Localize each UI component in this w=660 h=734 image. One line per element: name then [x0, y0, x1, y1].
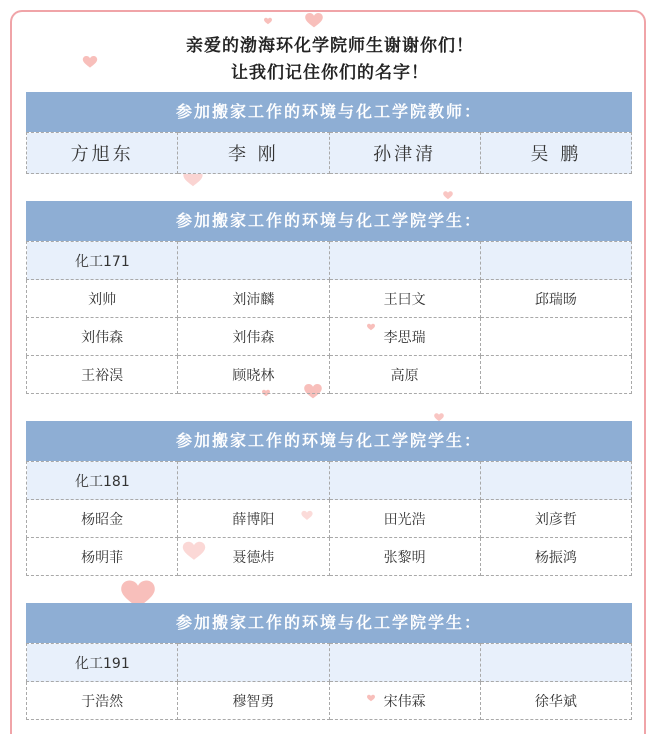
student-name: 王裕淏	[27, 356, 178, 394]
class-row	[27, 242, 632, 280]
class-name: 化工171	[27, 242, 178, 280]
table-row	[27, 538, 632, 576]
section-title: 参加搬家工作的环境与化工学院学生：	[26, 201, 632, 241]
student-name: 杨振鸿	[480, 538, 631, 576]
students-table	[26, 643, 632, 720]
table-row	[27, 318, 632, 356]
table-row	[27, 682, 632, 720]
student-name: 高原	[329, 356, 480, 394]
student-name: 邱瑞旸	[480, 280, 631, 318]
student-name: 王曰文	[329, 280, 480, 318]
section-title: 参加搬家工作的环境与化工学院教师：	[26, 92, 632, 132]
remember-names-heading: 让我们记住你们的名字！	[231, 63, 429, 83]
students-table	[26, 461, 632, 576]
student-name: 刘伟森	[178, 318, 329, 356]
table-row	[27, 500, 632, 538]
students-section-171	[26, 201, 632, 394]
teacher-name: 李 刚	[178, 133, 329, 174]
teachers-table	[26, 132, 632, 174]
teacher-name: 孙津清	[329, 133, 480, 174]
student-name: 张黎明	[329, 538, 480, 576]
class-row	[27, 644, 632, 682]
teacher-name: 吴 鹏	[480, 133, 631, 174]
students-section-181	[26, 421, 632, 576]
student-name	[480, 356, 631, 394]
student-name: 宋伟霖	[329, 682, 480, 720]
teachers-section	[26, 92, 632, 174]
student-name: 聂德炜	[178, 538, 329, 576]
student-name: 穆智勇	[178, 682, 329, 720]
student-name: 薛博阳	[178, 500, 329, 538]
class-row	[27, 462, 632, 500]
student-name: 徐华斌	[480, 682, 631, 720]
student-name: 田光浩	[329, 500, 480, 538]
section-title: 参加搬家工作的环境与化工学院学生：	[26, 421, 632, 461]
student-name: 顾晓林	[178, 356, 329, 394]
student-name: 刘彦哲	[480, 500, 631, 538]
teacher-name: 方旭东	[27, 133, 178, 174]
student-name: 李思瑞	[329, 318, 480, 356]
student-name: 刘伟森	[27, 318, 178, 356]
section-title: 参加搬家工作的环境与化工学院学生：	[26, 603, 632, 643]
student-name	[480, 318, 631, 356]
class-name: 化工191	[27, 644, 178, 682]
student-name: 杨明菲	[27, 538, 178, 576]
table-row	[27, 133, 632, 174]
table-row	[27, 280, 632, 318]
student-name: 于浩然	[27, 682, 178, 720]
thank-you-heading: 亲爱的渤海环化学院师生谢谢你们！	[186, 36, 474, 56]
students-table	[26, 241, 632, 394]
student-name: 刘沛麟	[178, 280, 329, 318]
student-name: 刘帅	[27, 280, 178, 318]
table-row	[27, 356, 632, 394]
students-section-191	[26, 603, 632, 720]
class-name: 化工181	[27, 462, 178, 500]
student-name: 杨昭金	[27, 500, 178, 538]
